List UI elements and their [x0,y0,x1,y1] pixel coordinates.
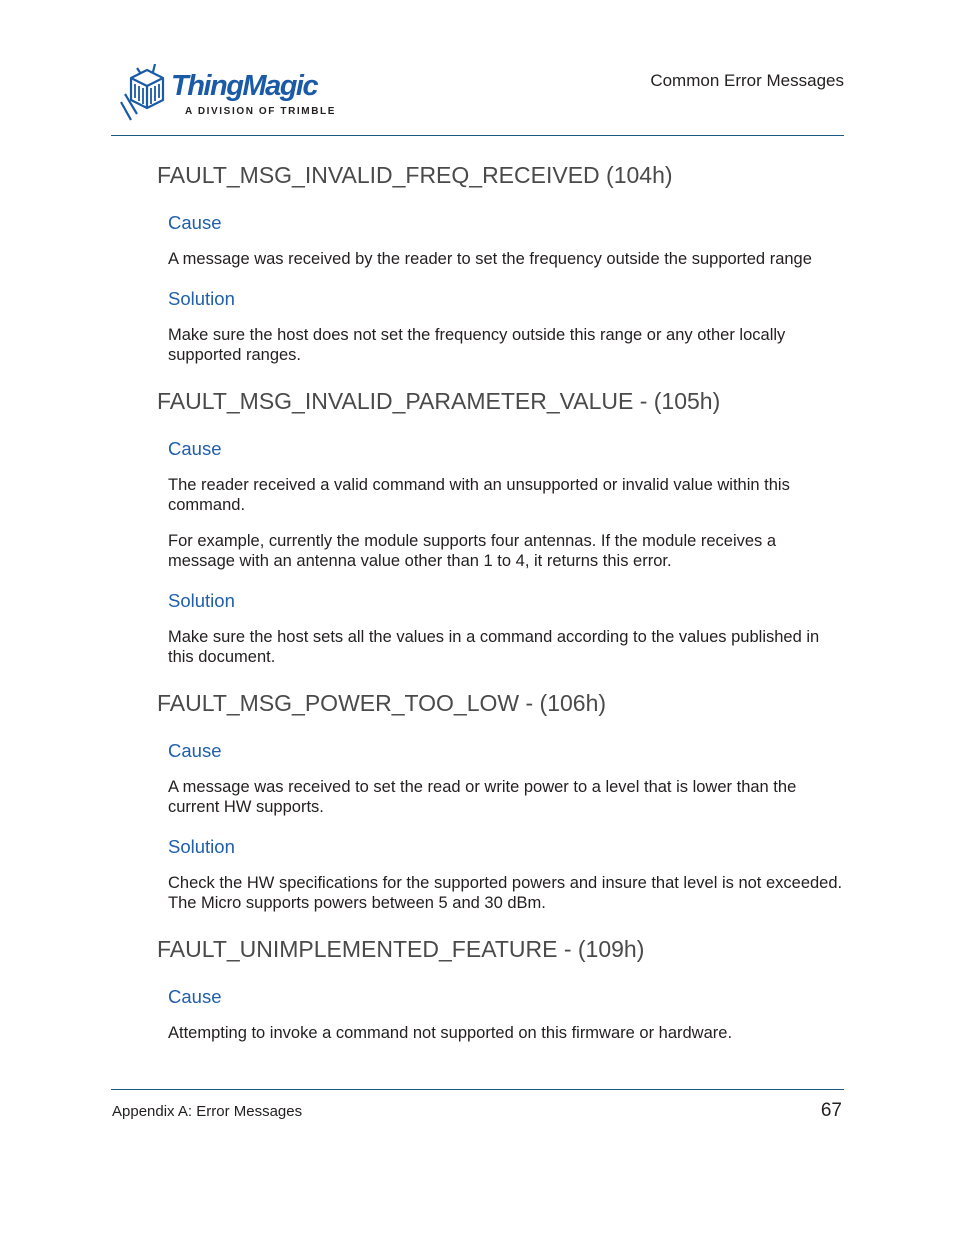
cause-text: A message was received to set the read or write power to a level that is lower than the current HW supports. [168,777,797,816]
thingmagic-logo-icon [117,64,171,126]
running-head: Common Error Messages [650,71,844,90]
cause-heading: Cause [168,437,222,459]
error-section [157,381,847,668]
section-title: FAULT_MSG_INVALID_FREQ_RECEIVED (104h) [157,162,673,188]
page-number: 67 [820,1100,842,1121]
logo-subtitle: A DIVISION OF TRIMBLE [185,106,337,117]
cause-heading: Cause [168,739,222,761]
cause-text: A message was received by the reader to set the frequency outside the supported range [168,250,812,268]
error-section [157,683,847,914]
solution-heading: Solution [168,589,235,611]
logo-wordmark: ThingMagic [171,70,318,102]
error-section [157,929,847,1044]
solution-heading: Solution [168,835,235,857]
thingmagic-logo [117,64,337,126]
solution-text: Make sure the host sets all the values in a command according to the values published in this document. [168,627,820,666]
header-rule [111,135,844,136]
cause-heading: Cause [168,985,222,1007]
cause-text: Attempting to invoke a command not supported on this firmware or hardware. [168,1023,733,1042]
page-content [157,155,847,1058]
cause-heading: Cause [168,212,222,233]
cause-text: The reader received a valid command with an unsupported or invalid value within this command. [168,475,790,514]
section-title: FAULT_UNIMPLEMENTED_FEATURE - (109h) [157,935,645,962]
footer-chapter: Appendix A: Error Messages [112,1103,303,1120]
solution-text: Check the HW specifications for the supported powers and insure that level is not exceeded. The Micro supports powers between 5 and 30 dBm. [168,873,843,912]
section-title: FAULT_MSG_INVALID_PARAMETER_VALUE - (105h) [157,387,721,414]
error-section [157,155,847,366]
solution-text: Make sure the host does not set the frequency outside this range or any other locally supported ranges. [168,325,786,364]
solution-heading: Solution [168,287,235,309]
page-header [111,60,844,136]
cause-text: For example, currently the module supports four antennas. If the module receives a message with an antenna value other than 1 to 4, it returns this error. [168,531,777,570]
section-title: FAULT_MSG_POWER_TOO_LOW - (106h) [157,689,607,716]
footer-rule [111,1089,844,1090]
